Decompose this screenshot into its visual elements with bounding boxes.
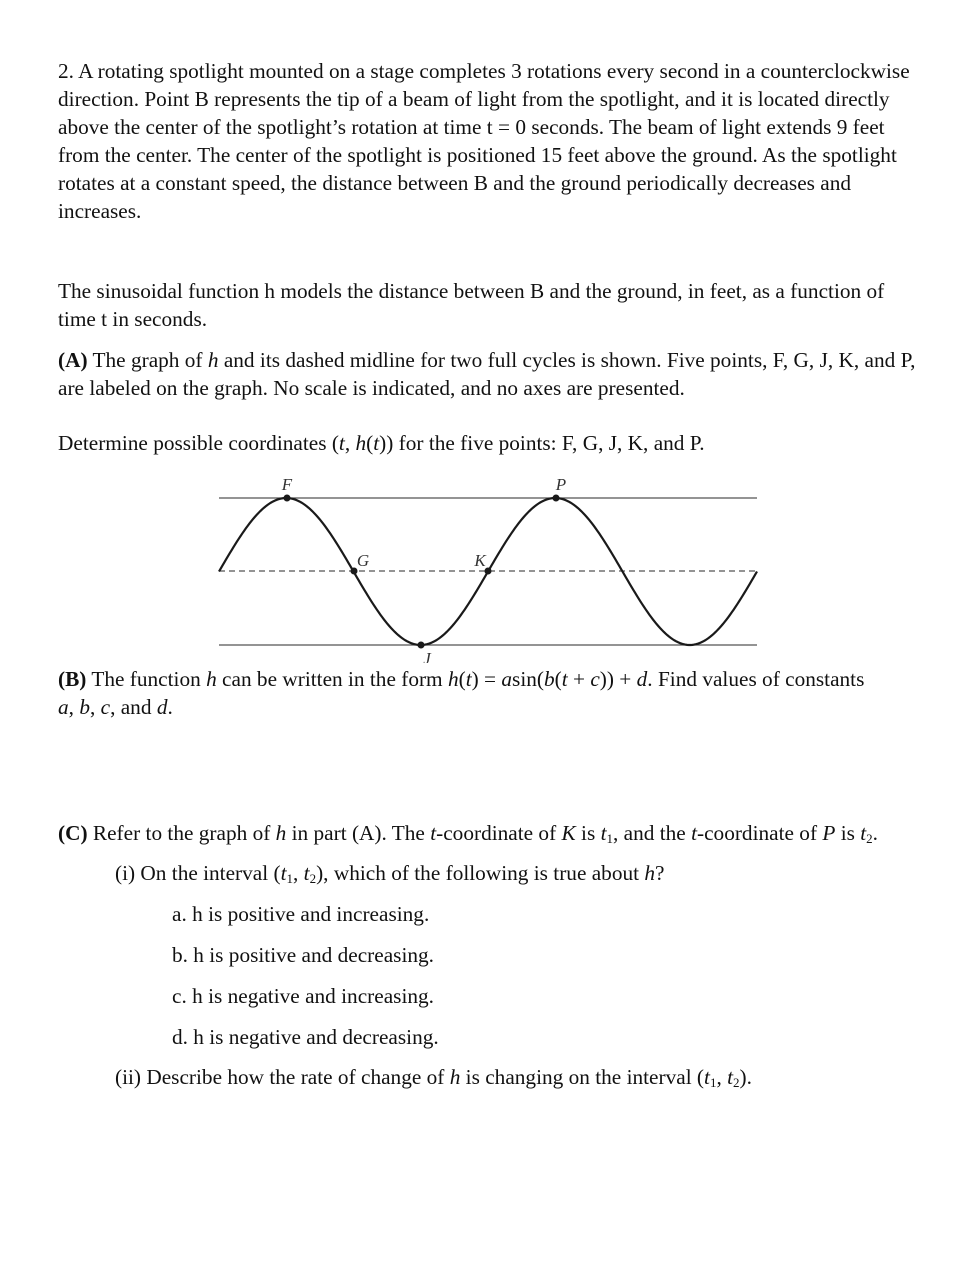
part-c-label: (C) <box>58 821 88 845</box>
option-c: c. h is negative and increasing. <box>172 984 434 1008</box>
problem-intro: 2. A rotating spotlight mounted on a stage completes 3 rotations every second in a counterclockwise direction. Point B represents the tip of a beam of light from the spotlight, and it is located directly above the center of the spotlight’s rotation at time t = 0 seconds. The beam of light extends 9 feet from the center. The center of the spotlight is positioned 15 feet above the ground. As the spotlight rotates at a constant speed, the distance between B and the ground periodically decreases and increases. <box>58 59 910 223</box>
part-c-ii-question: (ii) Describe how the rate of change of h is changing on the interval ($t_1$, $t_2$). <box>115 1065 752 1090</box>
part-a-question: Determine possible coordinates (t, h(t)) for the five points: F, G, J, K, and P. <box>58 431 705 455</box>
point-j <box>418 642 425 649</box>
model-statement: The sinusoidal function h models the distance between B and the ground, in feet, as a function of time t in seconds. <box>58 279 885 331</box>
label-f: F <box>281 475 293 494</box>
part-c-text: (C) Refer to the graph of h in part (A). The t-coordinate of K is $t_1$, and the t-coordinate of P is $t_2$. <box>58 821 878 846</box>
part-a-text: (A) The graph of h and its dashed midline for two full cycles is shown. Five points, F, G, J, K, and P, are labeled on the graph. No scale is indicated, and no axes are presented. <box>58 348 916 400</box>
label-g: G <box>356 551 370 570</box>
sinusoid-graph <box>208 463 768 663</box>
point-f <box>284 495 291 502</box>
part-b-text: (B) The function h can be written in the form h(t) = asin(b(t + c)) + d. Find values of constants a, b, c, and d. <box>58 667 865 719</box>
option-d: d. h is negative and decreasing. <box>172 1025 439 1049</box>
part-b-label: (B) <box>58 667 87 691</box>
part-a-label: (A) <box>58 348 88 372</box>
option-a: a. h is positive and increasing. <box>172 902 430 926</box>
point-p <box>553 495 560 502</box>
option-b: b. h is positive and decreasing. <box>172 943 435 967</box>
label-p: P <box>555 475 567 494</box>
part-c-i-question: (i) On the interval ($t_1$, $t_2$), which of the following is true about h? <box>115 861 665 886</box>
worksheet-page <box>58 57 924 1091</box>
label-k: K <box>474 551 486 570</box>
label-j: J <box>423 649 431 663</box>
